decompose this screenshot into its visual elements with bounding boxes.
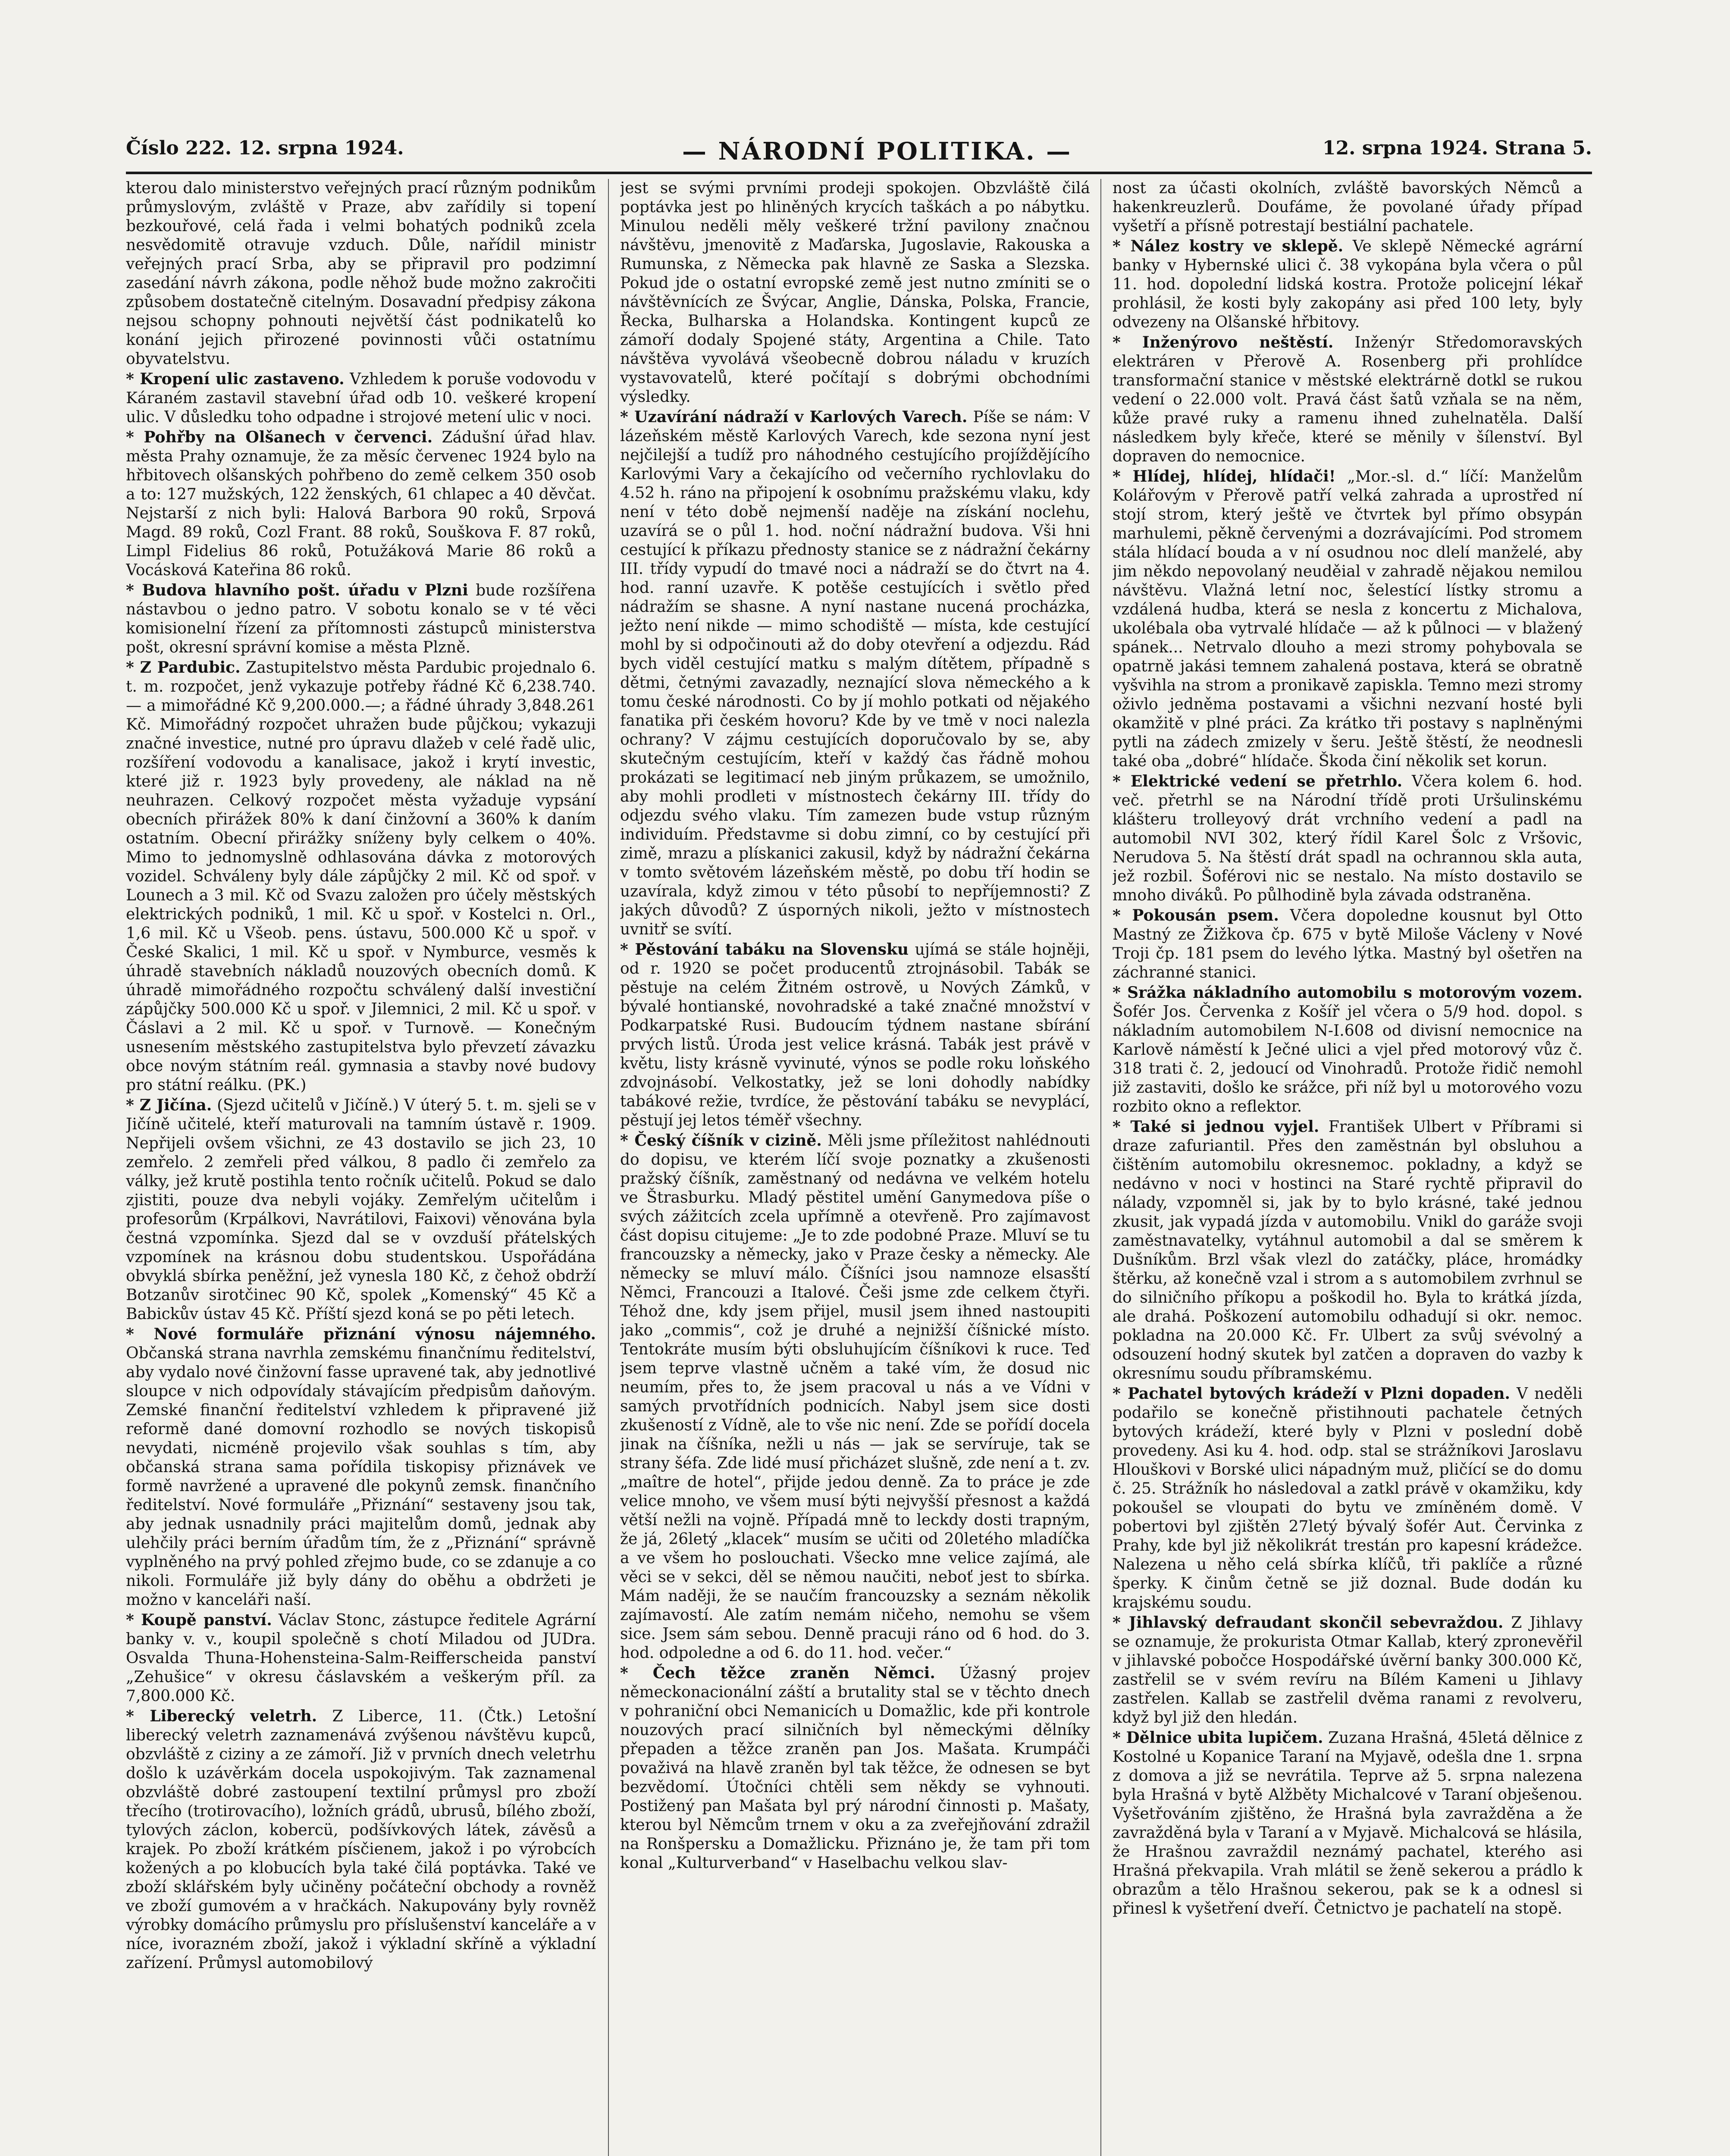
masthead-rule xyxy=(126,172,1592,174)
article-headline: * Pohřby na Olšanech v červenci. xyxy=(126,428,433,446)
article xyxy=(1113,467,1583,771)
article-body: Inženýr Středomoravských elektráren v Přerově A. Rosenberg při prohlídce transformační stanice v městské elektrárně dotkl se rukou vedení o 22.000 volt. Pravá část šatů vzňala se na něm, kůže pravé ruky a ramenu ihned zuhelnatěla. Další následkem byly křeče, které se měnily v šílenství. Byl dopraven do nemocnice. xyxy=(1113,334,1583,465)
article xyxy=(620,1664,1090,1873)
article-headline: * Koupě panství. xyxy=(126,1611,272,1629)
article-body: bude rozšířena nástavbou o jedno patro. V sobotu konalo se v té věci komisionelní řízení za přítomnosti zástupců ministerstva pošt, okresní správní komise a města Plzně. xyxy=(126,582,596,656)
article xyxy=(1113,1613,1583,1727)
article xyxy=(1113,906,1583,982)
article-body: Z Jihlavy se oznamuje, že prokurista Otmar Kallab, který zpronevěřil v jihlavské pobočce Hospodářské úvěrní banky 300.000 Kč, zastřelil se v svém revíru na Bílém Kameni u Jihlavy zastřelen. Kallab se zastřelil dvěma ranami z revolveru, když byl již den hledán. xyxy=(1113,1614,1583,1727)
article-headline: * Kropení ulic zastaveno. xyxy=(126,370,345,388)
article-body: Zuzana Hrašná, 45letá dělnice z Kostolné u Kopanice Taraní na Myjavě, odešla dne 1. srpna z domova a již se nevrátila. Teprve až 5. srpna nalezena byla Hrašná v bytě Alžběty Michalcové v Taraní obješenou. Vyšetřováním zjištěno, že Hrašná byla zavražděna a že zavražděná byla v Taraní a v Myjavě. Michalcová se hlásila, že Hrašnou zavraždil neznámý pachatel, kterého asi Hrašná překvapila. Vrah mlátil se ženě sekerou a prádlo k obrazům a tělo Hrašnou sekerou, pak se k a odnesl si přinesl k vyšetření dveří. Četnictvo je pachatelí na stopě. xyxy=(1113,1729,1583,1918)
article xyxy=(126,1096,596,1324)
article-body: V neděli podařilo se konečně přistihnouti pachatele četných bytových krádeží, které byly v Plzni v poslední době provedeny. Asi ku 4. hod. odp. stal se strážníkovi Jaroslavu Hlouškovi v Borské ulici nápadným muž, pličící se do domu č. 25. Strážník ho následoval a zatkl právě v okamžiku, kdy pokoušel se vloupati do bytu ve zmíněném domě. V pobertovi byl zjištěn 27letý bývalý šofér Aut. Červinka z Prahy, kde byl již několikrát trestán pro kapesní krádežce. Nalezena u něho celá sbírka klíčů, tři paklíče a různé šperky. K činům četně se již doznal. Bude dodán ku krajskému soudu. xyxy=(1113,1385,1583,1611)
article-headline: * Z Pardubic. xyxy=(126,658,241,677)
article-headline: * Dělnice ubita lupičem. xyxy=(1113,1729,1323,1747)
article-body: Včera kolem 6. hod. več. přetrhl se na Národní třídě proti Uršulinskému klášteru trolleyový drát vrchního vedení a padl na automobil NVI 302, který řídil Karel Šolc z Vršovic, Nerudova 5. Na štěstí drát spadl na ochrannou skla auta, jež rozbil. Šoférovi nic se nestalo. Na místo dostavilo se mnoho diváků. Po půlhodině byla závada odstraněna. xyxy=(1113,773,1583,904)
article-headline: * Český číšník v cizině. xyxy=(620,1131,822,1150)
article xyxy=(620,940,1090,1130)
article-body: Z Liberce, 11. (Čtk.) Letošní liberecký veletrh zaznamenává zvýšenou návštěvu kupců, obzvláště z ciziny a ze zámoří. Již v prvních dnech veletrhu došlo k uzávěrkám docela uspokojivým. Tak zaznamenal obzvláště dobré zastoupení textilní průmysl pro zboží třecího (trotirovacího), ložních grádů, ubrusů, bílého zboží, tylových záclon, kobercü, podšívkových látek, závěsů a krajek. Po zboží krátkém písčienem, jakož i po výrobcích kožených a po klobucích byla také čilá poptávka. Také ve zboží sklářském byly učiněny počáteční obchody a rovněž ve zboží gumovém a v hračkách. Nakupovány byly rovněž výrobky domácího průmyslu pro příslušenství kanceláře a v níce, ivorazném zboží, jakož i výkladní skříně a výkladní zařízení. Průmysl automobilový xyxy=(126,1708,596,1972)
article-headline: * Elektrické vedení se přetrhlo. xyxy=(1113,772,1403,790)
article xyxy=(1113,333,1583,466)
article-body: Píše se nám: V lázeňském městě Karlových Varech, kde sezona nyní jest nejčilejší a tudíž pro náhodného cestujícího projíždějícího Karlovými Vary a čekajícího od večerního rychlovlaku do 4.52 h. ráno na připojení k osobnímu pražskému vlaku, kdy není v této době nejmenší naděje na získání noclehu, uzavírá se o půl 1. hod. noční nádražní budova. Vši hni cestující k příkazu přednosty stanice se z nádražní čekárny III. třídy vypudí do tmavé noci a nádraží se do čtvrt na 4. hod. ranní uzavře. K potěše cestujících i světlo před nádražím se shasne. A nyní nastane nucená procházka, ježto není nikde — mimo schodiště — místa, kde cestující mohl by si odpočinouti až do doby otevření a odjezdu. Rád bych viděl cestující matku s malým dítětem, případně s dětmi, četnými zavazadly, neznající slova německého a k tomu české národnosti. Co by jí mohlo potkati od nějakého fanatika při českém hovoru? Kde by ve tmě v noci nalezla ochrany? V zájmu cestujících doporučovalo by se, aby skutečným cestujícím, kteří v každý čas řádně mohou prokázati se legitimací neb jiným průkazem, se umožnilo, aby mohli prodleti v místnostech čekárny III. třídy do odjezdu svého vlaku. Tím zamezen bude vstup různým individuím. Představme si dobu zimní, co by cestující při zimě, mrazu a plískanici zakusil, když by nádražní čekárna v tomto světovém lázeňském městě, po dobu tří hodin se uzavírala, když zimou v této působí to nepříjemnosti? Z jakých důvodů? Z úsporných nikoli, ježto v místnostech uvnitř se svítí. xyxy=(620,408,1090,938)
article-headline: * Budova hlavního pošt. úřadu v Plzni xyxy=(126,581,468,599)
article xyxy=(126,1325,596,1610)
article-headline: * Inženýrovo neštěstí. xyxy=(1113,333,1334,351)
article-body: Ve sklepě Německé agrární banky v Hybernské ulici č. 38 vykopána byla včera o půl 11. hod. dopolední lidská kostra. Protože policejní lékař prohlásil, že kosti byly zakopány asi před 100 lety, byly odvezeny na Olšanské hřbitovy. xyxy=(1113,238,1583,331)
column-2 xyxy=(620,179,1090,2156)
issue-number-date: Číslo 222. 12. srpna 1924. xyxy=(126,137,404,159)
article-body: Zastupitelstvo města Pardubic projednalo 6. t. m. rozpočet, jenž vykazuje potřeby řádné Kč 6,238.740.— a mimořádné Kč 9,200.000.—; a řádné úhrady 3,848.261 Kč. Mimořádný rozpočet uhražen bude půjčkou; vykazuji značné investice, nutné pro úpravu dlažeb v celé řadě ulic, rozšíření vodovodu a kanalisace, jakož i krytí investic, které již r. 1923 byly provedeny, ale náklad na ně neuhrazen. Celkový rozpočet města vyžaduje vypsání obecních přirážek 80% k daní činžovní a 360% k daním ostatním. Obecní přirážky sníženy byly celkem o 40%. Mimo to jednomyslně odhlasována dávka z motorových vozidel. Schváleny byly dále zápůjčky 2 mil. Kč od spoř. v Lounech a 3 mil. Kč od Svazu založen pro účely městských elektrických podniků, 1 mil. Kč u spoř. v Kostelci n. Orl., 1,6 mil. Kč u Všeob. pens. ústavu, 500.000 Kč u spoř. v České Skalici, 1 mil. Kč u spoř. v Nymburce, vesměs k úhradě stavebních nákladů nouzových obecních domů. K úhradě mimořádného rozpočtu schválený další investiční zápůjčky 500.000 Kč u spoř. v Jilemnici, 2 mil. Kč u spoř. v Čáslavi a 2 mil. Kč u spoř. v Turnově. — Konečným usnesením městského zastupitelstva bylo převzetí závazku obce novým státním reál. gymnasia a stavby nové budovy pro státní reálku. (PK.) xyxy=(126,659,596,1094)
column-1 xyxy=(126,179,596,2156)
article xyxy=(1113,237,1583,332)
article-body: Šofér Jos. Červenka z Košíř jel včera o 5/9 hod. dopol. s nákladním automobilem N-I.608 od divisní nemocnice na Karlově náměstí k Ječné ulici a vjel před motorový vůz č. 318 trati č. 2, jedoucí od Vinohradů. Protože řidič nemohl již zastaviti, došlo ke srážce, při níž byl u motorového vozu rozbito okno a reflektor. xyxy=(1113,1003,1583,1116)
article-headline: * Z Jičína. xyxy=(126,1096,212,1114)
article-body: Měli jsme příležitost nahlédnouti do dopisu, ve kterém líčí svoje poznatky a zkušenosti pražský číšník, zaměstnaný od nedávna ve velkém hotelu ve Štrasburku. Mladý pěstitel umění Ganymedova píše o svých zážitcích zcela upřímně a otevřeně. Pro zajímavost část dopisu citujeme: „Je to zde podobné Praze. Mluví se tu francouzsky a německy, jako v Praze česky a německy. Ale německy se mluví málo. Číšníci jsou namnoze elsasští Němci, Francouzi a Italové. Češi jsme zde celkem čtyři. Téhož dne, kdy jsem přijel, musil jsem ihned nastoupiti jako „commis“, což je druhé a nejnižší číšnické místo. Tentokráte musím býti obsluhujícím číšníkovi k ruce. Teď jsem teprve vlastně učněm a také vím, že dosud nic neumím, přes to, že jsem pracoval u nás a ve Vídni v samých prvotřídních podnicích. Nabyl jsem sice dosti zkušeností z Vídně, ale to vše nic není. Zde se pořídí docela jinak na číšníka, nežli u nás — jak se servíruje, tak se strany šéfa. Zde lidé musí přicházet slušně, zde není a t. zv. „maître de hotel“, přijde jedou denně. Za to práce je zde velice mnoho, ve všem musí býti nejvyšší přesnost a každá větší nežli na vojně. Případá mně to leckdy dosti trapným, že já, 26letý „klacek“ musím se učiti od 20letého mladíčka a ve všem ho poslouchati. Všecko mne velice zajímá, ale věci se v sekci, děl se němou naučiti, neboť jest to sbírka. Mám naději, že se naučím francouzsky a seznám několik zajímavostí. Ale zatím nemám ničeho, nemohu se všem sice. Jsem sám sebou. Denně pracuji ráno od 6 hod. do 3. hod. odpoledne a od 6. do 11. hod. večer.“ xyxy=(620,1132,1090,1662)
article-headline: * Nové formuláře přiznání výnosu nájemného. xyxy=(126,1325,596,1343)
article-body: (Sjezd učitelů v Jičíně.) V úterý 5. t. m. sjeli se v Jičíně učitelé, kteří maturovali na tamním ústavě r. 1909. Nepřijeli ovšem všichni, ze 43 dostavilo se jich 23, 10 zemřelo. 2 zemřeli před válkou, 8 padlo či zemřelo za války, jež krutě postihla tento ročník učitelů. Pokud se dalo zjistiti, pouze dva nebyli vojáky. Zemřelým učitelům i profesorům (Krpálkovi, Navrátilovi, Faixovi) věnována byla čestná vzpomínka. Sjezd dal se v ovzduší přátelských vzpomínek na krásnou dobu studentskou. Uspořádána obvyklá sbírka peněžní, jež vynesla 180 Kč, z čehož obdrží Botzanův sirotčinec 90 Kč, spolek „Komenský“ 45 Kč a Babickův ústav 45 Kč. Příští sjezd koná se po pěti letech. xyxy=(126,1097,596,1323)
article xyxy=(1113,1384,1583,1612)
article-body: Občanská strana navrhla zemskému finančnímu ředitelství, aby vydalo nové činžovní fasse upravené tak, aby jednotlivé sloupce v nich odpovídaly stávajícím předpisům daňovým. Zemské finanční ředitelství vzhledem k připravené již reformě dané domovní rozhodlo se nových tiskopisů nevydati, nicméně projevilo však souhlas s tím, aby občanská strana sama pořídila tiskopisy přiznávek ve formě navržené a upravené dle pokynů zemsk. finančního ředitelství. Nové formuláře „Přiznání“ sestaveny jsou tak, aby jednak usnadnily práci majitelům domů, jednak aby ulehčily práci berním úřadům tím, že z „Přiznání“ správně vyplněného na prvý pohled zřejmo bude, co se zdanuje a co nikoli. Formuláře již byly dány do oběhu a obdržeti je možno v kanceláři naší. xyxy=(126,1344,596,1609)
newspaper-title: — NÁRODNÍ POLITIKA. — xyxy=(682,137,1072,166)
article xyxy=(1113,1117,1583,1383)
article xyxy=(126,658,596,1095)
article-headline: * Nález kostry ve sklepě. xyxy=(1113,237,1344,255)
article-body: Včera dopoledne kousnut byl Otto Mastný ze Žižkova čp. 675 v bytě Miloše Václeny v Nové Troji čp. 181 psem do levého lýtka. Mastný byl ošetřen na záchranné stanici. xyxy=(1113,907,1583,981)
article xyxy=(620,407,1090,939)
article-headline: * Pěstování tabáku na Slovensku xyxy=(620,940,909,959)
article-body: „Mor.-sl. d.“ líčí: Manželům Kolářovým v Přerově patří velká zahrada a uprostřed ní stojí strom, který ještě ve čtvrtek byl přímo obsypán marhulemi, pěkně červenými a dozrávajícími. Pod stromem stála hlídací bouda a v ní osudnou noc dlelí manželé, aby jim někdo nepovolaný neuděial v zahradě nějakou nemilou návštěvu. Vlažná letní noc, šelestící lístky stromu a vzdálená hudba, která se nesla z koncertu z Michalova, ukolébala oba vytrvalé hlídače — až k půlnoci — v blažený spánek... Netrvalo dlouho a mezi stromy pohybovala se opatrně jakási temnem zahalená postava, která se obratně vyšvihla na strom a pronikavě zapiskla. Temno mezi stromy oživlo jedněma postavami a všichni nezvaní hosté byli okamžitě v plné práci. Za krátko tři postavy s naplněnými pytli na zádech zmizely v šeru. Ještě štěstí, že neodnesli také oba „dobré“ hlídače. Škoda činí několik set korun. xyxy=(1113,468,1583,770)
article-body: nost za účasti okolních, zvláště bavorských Němců a hakenkreuzlerů. Doufáme, že povolané úřady případ vyšetří a přísně potrestají bestiální pachatele. xyxy=(1113,179,1583,235)
masthead xyxy=(126,137,1592,172)
article-headline: * Hlídej, hlídej, hlídači! xyxy=(1113,467,1336,486)
article xyxy=(126,1611,596,1706)
article xyxy=(126,370,596,427)
article-body: jest se svými prvními prodeji spokojen. Obzvláště čilá poptávka jest po hliněných krycích taškách a po nábytku. Minulou neděli měly veškeré tržní pavilony značnou návštěvu, jmenovitě z Maďarska, Jugoslavie, Rakouska a Rumunska, z Německa pak hlavně ze Saska a Slezska. Pokud jde o ostatní evropské země jest nutno zmíniti se o návštěvnících ze Švýcar, Anglie, Dánska, Polska, Francie, Řecka, Bulharska a Holandska. Kontingent kupců ze zámoří dodaly Spojené státy, Argentina a Chile. Tato návštěva vyvolává všeobecně dobrou náladu v kruzích vystavovatelů, které počítají s dobrými obchodními výsledky. xyxy=(620,179,1090,406)
article xyxy=(126,428,596,580)
article-body: Zádušní úřad hlav. města Prahy oznamuje, že za měsíc červenec 1924 bylo na hřbitovech olšanských pohřbeno do země celkem 350 osob a to: 127 mužských, 122 ženských, 61 chlapec a 40 děvčat. Nejstarší z nich byli: Halová Barbora 90 roků, Srpová Magd. 89 roků, Cozl Frant. 88 roků, Souškova F. 87 roků, Limpl Fidelius 86 roků, Potužáková Marie 86 roků a Vocásková Kateřina 86 roků. xyxy=(126,429,596,579)
article xyxy=(1113,772,1583,905)
article-body: Václav Stonc, zástupce ředitele Agrární banky v. v., koupil společně s chotí Miladou od JUDra. Osvalda Thuna-Hohensteina-Salm-Reifferscheida panství „Zehušice“ v okresu čáslavském a veškerým příl. za 7,800.000 Kč. xyxy=(126,1611,596,1705)
article-headline: * Liberecký veletrh. xyxy=(126,1707,317,1725)
column-3 xyxy=(1113,179,1583,2156)
column-divider xyxy=(1100,179,1101,2156)
article-headline: * Čech těžce zraněn Němci. xyxy=(620,1664,935,1682)
article xyxy=(620,179,1090,407)
article-headline: * Pokousán psem. xyxy=(1113,906,1279,924)
article-headline: * Jihlavský defraudant skončil sebevraždou. xyxy=(1113,1614,1504,1632)
article-headline: * Srážka nákladního automobilu s motorovým vozem. xyxy=(1113,984,1583,1002)
article xyxy=(126,1707,596,1973)
article-body: František Ulbert v Příbrami si draze zafuriantil. Přes den zaměstnán byl obsluhou a čištěním automobilu okresnemoc. pokladny, a když se nedávno v noci v hostinci na Staré rychtě připravil do nálady, vzpomněl si, jak by to bylo krásné, také jednou zkusit, jak vypadá jízda v automobilu. Vnikl do garáže svoji zaměstnavatelky, vytáhnul automobil a dal se směrem k Dušníkům. Brzl však vlezl do zatáčky, pláce, hromádky štěrku, až konečně vzal i strom a s automobilem zvrhnul se do silničního příkopu a poškodil ho. Byla to krátká jízda, ale drahá. Poškození automobilu odhadují si okr. nemoc. pokladna na 20.000 Kč. Fr. Ulbert za svůj svévolný a odsouzení hodný skutek byl zatčen a dopraven do vazby k okresnímu soudu příbramskému. xyxy=(1113,1118,1583,1382)
article xyxy=(126,179,596,369)
article-headline: * Také si jednou vyjel. xyxy=(1113,1118,1319,1136)
article xyxy=(126,581,596,657)
article xyxy=(1113,179,1583,236)
article-body: kterou dalo ministerstvo veřejných prací různým podnikům průmyslovým, zvláště v Praze, abv zařídily si topení bezkouřové, celá řada i velmi bohatých podniků zcela nesvědomitě otravuje vzduch. Důle, nařídil ministr veřejných prací Srba, aby se připravil pro podzimní zasedání návrh zákona, podle něhož bude možno zakročiti způsobem dostatečně citelným. Dosavadní předpisy zákona nejsou schopny pohnouti největší část podnikatelů ko konání jejich přirozené povinnosti vůči ostatnímu obyvatelstvu. xyxy=(126,179,596,368)
article-body: ujímá se stále hojněji, od r. 1920 se počet producentů ztrojnásobil. Tabák se pěstuje na celém Žitném ostrově, u Nových Zámků, v bývalé hontianské, novohradské a také značné množství v Podkarpatské Rusi. Budoucím týdnem nastane sbírání prvých listů. Úroda jest velice krásná. Tabák jest právě v květu, listy krásně vyvinuté, výnos se podle roku loňského zdvojnásobí. Velkostatky, jež se loni dohodly nabídky tabákové režie, tvrdíce, že pěstování tabáku se nevyplácí, pěstují jej letos téměř všechny. xyxy=(620,941,1090,1129)
date-page-number: 12. srpna 1924. Strana 5. xyxy=(1322,137,1592,159)
article-headline: * Pachatel bytových krádeží v Plzni dopaden. xyxy=(1113,1385,1511,1403)
column-divider xyxy=(608,179,609,2156)
article xyxy=(620,1131,1090,1663)
article-body: Úžasný projev německonacionální záští a brutality stal se v těchto dnech v pohraniční obci Nemanicích u Domažlic, kde při kontrole nouzových prací silničních byl německými dělníky přepaden a těžce zraněn pan Jos. Mašata. Krumpáči považivá na hlavě zraněn byl tak těžce, že odnesen se byt bezvědomí. Útočníci chtěli sem někdy se vyhnouti. Postižený pan Mašata byl prý národní činnosti p. Mašaty, kterou byl Němcům trnem v oku a za zveřejňování zdražil na Ronšpersku a Domažlicku. Přiznáno je, že tam při tom konal „Kulturverband“ v Haselbachu velkou slav- xyxy=(620,1664,1090,1872)
article xyxy=(1113,983,1583,1116)
article xyxy=(1113,1728,1583,1918)
article-body: Vzhledem k poruše vodovodu v Káraném zastavil stavební úřad odb 10. veškeré kropení ulic. V důsledku toho odpadne i strojové metení ulic v noci. xyxy=(126,370,596,426)
article-headline: * Uzavírání nádraží v Karlových Varech. xyxy=(620,408,968,426)
